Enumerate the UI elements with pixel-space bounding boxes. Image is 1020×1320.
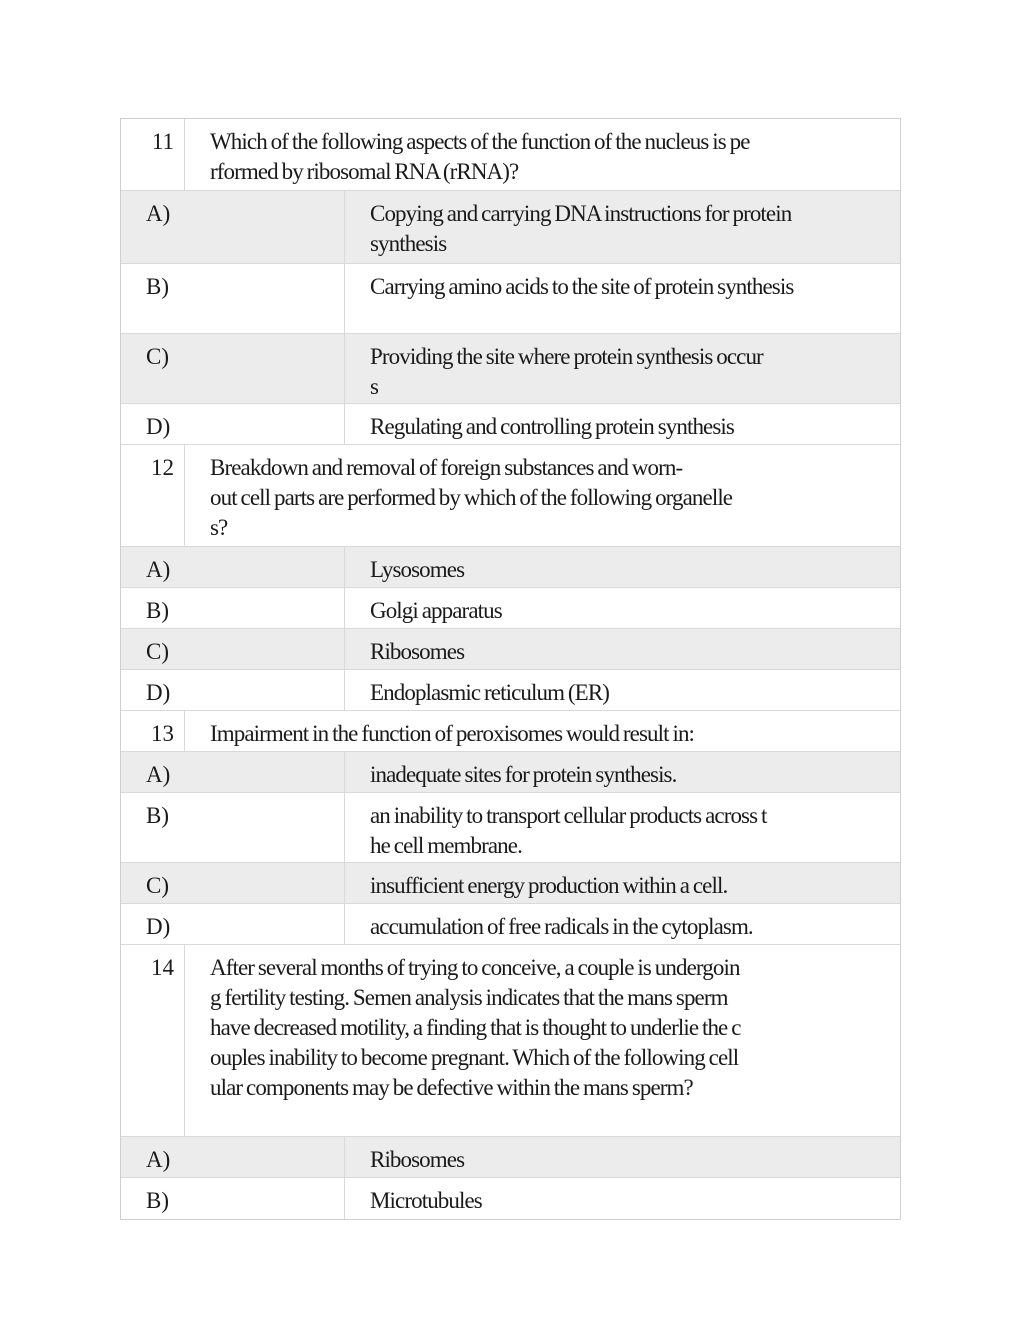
question-number: 11 [121, 119, 185, 190]
option-text [345, 1178, 900, 1219]
option-label: C) [121, 334, 345, 403]
option-label: A) [121, 547, 345, 587]
question-text-line: ouples inability to become pregnant. Which of the following cell [210, 1045, 739, 1070]
answer-option-row[interactable] [121, 547, 900, 588]
answer-option-row[interactable] [121, 1137, 900, 1178]
question-row [121, 119, 900, 191]
question-number: 12 [121, 445, 185, 546]
option-text [345, 588, 900, 628]
answer-option-row[interactable] [121, 1178, 900, 1219]
option-text [345, 904, 900, 944]
question-text-line: Which of the following aspects of the function of the nucleus is pe [210, 129, 750, 154]
option-text-line: Ribosomes [370, 639, 465, 664]
option-text-line: Ribosomes [370, 1147, 465, 1172]
question-text-line: Breakdown and removal of foreign substances and worn- [210, 455, 683, 480]
option-text [345, 752, 900, 792]
option-label: C) [121, 629, 345, 669]
option-label: B) [121, 793, 345, 862]
question-text-line: g fertility testing. Semen analysis indicates that the mans sperm [210, 985, 728, 1010]
question-number: 13 [121, 711, 185, 751]
option-text-line: synthesis [370, 231, 447, 256]
answer-option-row[interactable] [121, 904, 900, 945]
option-label: D) [121, 670, 345, 710]
option-text [345, 793, 900, 862]
question-text-line: rformed by ribosomal RNA (rRNA)? [210, 159, 519, 184]
option-label: B) [121, 1178, 345, 1219]
question-text-line: ular components may be defective within the mans sperm? [210, 1075, 693, 1100]
question-text-line: After several months of trying to conceive, a couple is undergoin [210, 955, 740, 980]
question-text-line: Impairment in the function of peroxisomes would result in: [210, 721, 695, 746]
question-text-line: out cell parts are performed by which of the following organelle [210, 485, 733, 510]
option-label: D) [121, 404, 345, 444]
question-row [121, 945, 900, 1137]
answer-option-row[interactable] [121, 863, 900, 904]
option-text-line: Endoplasmic reticulum (ER) [370, 680, 610, 705]
question-text-line: have decreased motility, a finding that is thought to underlie the c [210, 1015, 741, 1040]
option-text-line: an inability to transport cellular products across t [370, 803, 767, 828]
question-number: 14 [121, 945, 185, 1136]
option-label: B) [121, 264, 345, 333]
option-text-line: inadequate sites for protein synthesis. [370, 762, 677, 787]
option-text-line: insufficient energy production within a cell. [370, 873, 728, 898]
answer-option-row[interactable] [121, 629, 900, 670]
answer-option-row[interactable] [121, 588, 900, 629]
option-text [345, 863, 900, 903]
option-text [345, 547, 900, 587]
option-text [345, 670, 900, 710]
question-text [185, 711, 900, 751]
answer-option-row[interactable] [121, 191, 900, 264]
option-label: A) [121, 752, 345, 792]
option-text-line: he cell membrane. [370, 833, 522, 858]
option-label: D) [121, 904, 345, 944]
answer-option-row[interactable] [121, 793, 900, 863]
answer-option-row[interactable] [121, 752, 900, 793]
option-text-line: s [370, 374, 379, 399]
option-text-line: Providing the site where protein synthesis occur [370, 344, 763, 369]
option-text [345, 191, 900, 263]
option-text-line: accumulation of free radicals in the cytoplasm. [370, 914, 753, 939]
question-text [185, 119, 900, 190]
option-text [345, 629, 900, 669]
option-text-line: Lysosomes [370, 557, 465, 582]
option-text-line: Microtubules [370, 1188, 482, 1213]
answer-option-row[interactable] [121, 670, 900, 711]
answer-option-row[interactable] [121, 404, 900, 445]
option-text [345, 1137, 900, 1177]
option-text-line: Golgi apparatus [370, 598, 502, 623]
option-text [345, 264, 900, 333]
option-text-line: Regulating and controlling protein synthesis [370, 414, 734, 439]
question-text-line: s? [210, 515, 228, 540]
question-text [185, 945, 900, 1136]
question-row [121, 445, 900, 547]
answer-option-row[interactable] [121, 334, 900, 404]
option-text-line: Copying and carrying DNA instructions for protein [370, 201, 792, 226]
option-label: C) [121, 863, 345, 903]
answer-option-row[interactable] [121, 264, 900, 334]
option-text-line: Carrying amino acids to the site of protein synthesis [370, 274, 794, 299]
option-label: B) [121, 588, 345, 628]
option-label: A) [121, 1137, 345, 1177]
question-table [120, 118, 901, 1220]
option-label: A) [121, 191, 345, 263]
question-text [185, 445, 900, 546]
option-text [345, 404, 900, 444]
question-row [121, 711, 900, 752]
option-text [345, 334, 900, 403]
